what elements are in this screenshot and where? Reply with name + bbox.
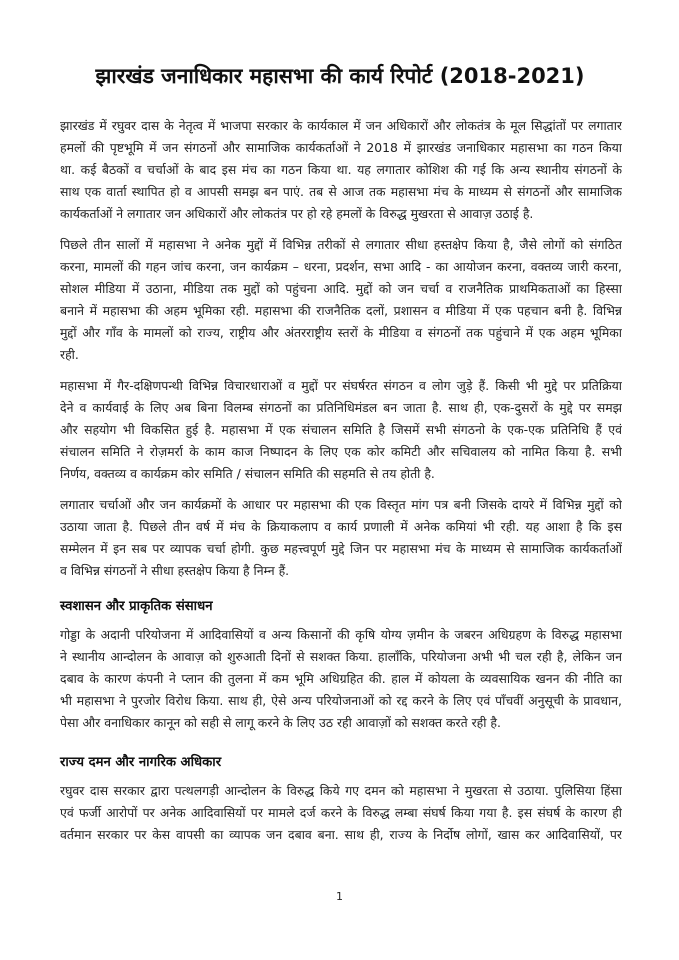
paragraph-line: उठाया जाता है. पिछले तीन वर्ष में मंच के क्रियाकलाप व कार्य प्रणाली में अनेक कमियां भी रही. यह आशा है कि इस [60,519,622,534]
paragraph-line: निर्णय, वक्तव्य व कार्यक्रम कोर समिति / संचालन समिति की सहमति से तय होती है. [60,466,435,481]
page-number: 1 [336,890,343,903]
paragraph-line: ने स्थानीय आन्दोलन के आवाज़ को शुरुआती दिनों से सशक्त किया. हालाँकि, परियोजना अभी भी चल रही है, लेकिन जन [60,649,622,664]
paragraph-line: मुद्दों और गाँव के मामलों को राज्य, राष्ट्रीय और अंतरराष्ट्रीय स्तरों के मीडिया व संगठनों तक पहुंचाने में एक अहम भूमिका [60,325,622,340]
paragraph-line: झारखंड में रघुवर दास के नेतृत्व में भाजपा सरकार के कार्यकाल में जन अधिकारों और लोकतंत्र के मूल सिद्धांतों पर लगातार [60,118,622,133]
paragraph-line: गोड्डा के अदानी परियोजना में आदिवासियों व अन्य किसानों की कृषि योग्य ज़मीन के जबरन अधिग्रहण के विरुद्ध महासभा [60,627,622,642]
paragraph-line: व विभिन्न संगठनों ने सीधा हस्तक्षेप किया है निम्न हैं. [60,563,290,578]
paragraph-line: पेसा और वनाधिकार कानून को सही से लागू करने के लिए उठ रही आवाज़ों को सशक्त करते रही है. [60,715,501,730]
paragraph-line: रही. [60,347,79,362]
paragraph-line: हमलों की पृष्टभूमि में जन संगठनों और सामाजिक कार्यकर्ताओं ने 2018 में झारखंड जनाधिकार महासभा का गठन किया [60,140,622,155]
paragraph-line: रघुवर दास सरकार द्वारा पत्थलगड़ी आन्दोलन के विरुद्ध किये गए दमन को महासभा ने मुखरता से उठाया. पुलिसिया हिंसा [60,783,622,798]
paragraph-line: करना, मामलों की गहन जांच करना, जन कार्यक्रम – धरना, प्रदर्शन, सभा आदि - का आयोजन करना, वक्तव्य जारी करना, [60,259,622,274]
paragraph-line: वर्तमान सरकार पर केस वापसी का व्यापक जन दबाव बना. साथ ही, राज्य के निर्दोष लोगों, खास कर आदिवासियों, पर [60,827,622,842]
paragraph-line: महासभा में गैर-दक्षिणपन्थी विभिन्न विचारधाराओं व मुद्दों पर संघर्षरत संगठन व लोग जुड़े हैं. किसी भी मुद्दे पर प्रतिक्रिया [60,378,622,393]
section-heading: स्वशासन और प्राकृतिक संसाधन [60,599,213,614]
paragraph-line: एवं फर्जी आरोपों पर अनेक आदिवासियों पर मामले दर्ज करने के विरुद्ध लम्बा संघर्ष किया गया है. इस संघर्ष के कारण ही [60,805,622,820]
paragraph-line: सम्मेलन में इन सब पर व्यापक चर्चा होगी. कुछ महत्त्वपूर्ण मुद्दे जिन पर महासभा मंच के माध्यम से सामाजिक कार्यकर्ताओं [60,541,622,556]
paragraph-line: देने व कार्यवाई के लिए अब बिना विलम्ब संगठनों का प्रतिनिधिमंडल बन जाता है. साथ ही, एक-दुसरों के मुद्दे पर समझ [60,400,622,415]
section-heading: राज्य दमन और नागरिक अधिकार [60,755,222,770]
paragraph-line: था. कई बैठकों व चर्चाओं के बाद इस मंच का गठन किया था. यह लगातार कोशिश की गई कि अन्य स्थानीय संगठनों के [60,162,622,177]
paragraph-line: लगातार चर्चाओं और जन कार्यक्रमों के आधार पर महासभा की एक विस्तृत मांग पत्र बनी जिसके दायरे में विभिन्न मुद्दों को [60,497,622,512]
paragraph-line: पिछले तीन सालों में महासभा ने अनेक मुद्दों में विभिन्न तरीकों से लगातार सीधा हस्तक्षेप किया है, जैसे लोगों को संगठित [60,237,622,252]
paragraph-line: बनाने में महासभा की अहम भूमिका रही. महासभा की राजनैतिक दलों, प्रशासन व मीडिया में एक पहचान बनी है. विभिन्न [60,303,622,318]
paragraph-line: संचालन समिति ने रोज़मर्रा के काम काज निष्पादन के लिए एक कोर कमिटी और सचिवालय को नामित किया है. सभी [60,444,622,459]
paragraph-line: सोशल मीडिया में उठाना, मीडिया तक मुद्दों को पहुंचना आदि. मुद्दों को जन चर्चा व राजनैतिक प्राथमिकताओं का हिस्सा [60,281,622,296]
paragraph-line: भी महासभा ने पुरजोर विरोध किया. साथ ही, ऐसे अन्य परियोजनाओं को रद्द करने के लिए एवं पाँचवीं अनुसूची के प्रावधान, [60,693,622,708]
paragraph-line: कार्यकर्ताओं ने लगातार जन अधिकारों और लोकतंत्र पर हो रहे हमलों के विरुद्ध मुखरता से आवाज़ उठाई है. [60,206,534,221]
document-title: झारखंड जनाधिकार महासभा की कार्य रिपोर्ट (2018-2021) [95,64,585,88]
paragraph-line: और सहयोग भी विकसित हुई है. महासभा में एक संचालन समिति है जिसमें सभी संगठनो के एक-एक प्रतिनिधि हैं एवं [60,422,622,437]
paragraph-line: दबाव के कारण कंपनी ने प्लान की तुलना में कम भूमि अधिग्रहित की. हाल में कोयला के व्यवसायिक खनन की नीति का [60,671,622,686]
paragraph-line: साथ एक वार्ता स्थापित हो व आपसी समझ बन पाएं. तब से आज तक महासभा मंच के माध्यम से संगठनों और सामाजिक [60,184,622,199]
